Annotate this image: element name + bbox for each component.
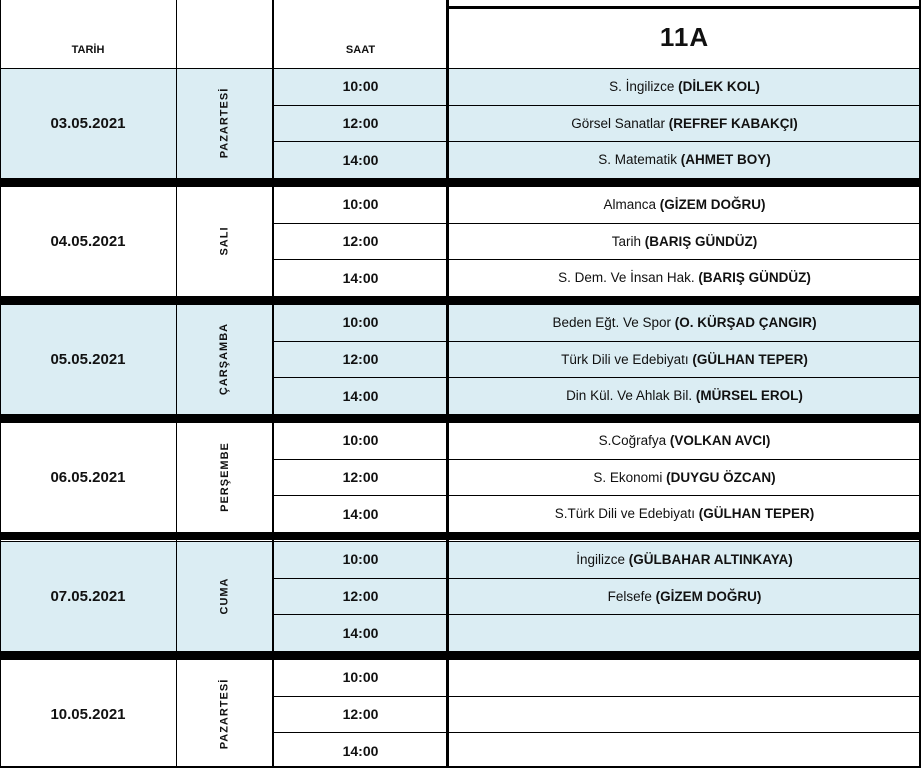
subject-name: Görsel Sanatlar [571,115,666,131]
teacher-open-paren: ( [659,196,665,212]
date-text: 07.05.2021 [50,587,126,605]
row-divider [273,259,921,260]
day-cell [176,304,273,414]
date-cell [0,541,176,651]
row-divider [273,377,921,378]
date-text: 03.05.2021 [50,114,126,132]
group-top-line [0,659,921,660]
row-divider [273,614,921,615]
subject-cell [448,541,921,578]
date-cell [0,186,176,296]
time-text: 10:00 [342,78,379,95]
time-text: 14:00 [342,624,379,641]
subject-cell [448,659,921,696]
row-divider [273,341,921,342]
time-cell [273,459,448,496]
time-cell [273,578,448,615]
header-class-label: 11A [659,21,710,52]
date-cell [0,68,176,178]
time-text: 10:00 [342,669,379,686]
time-cell [273,68,448,105]
vline-time-subject [446,0,449,768]
day-text: CUMA [218,577,231,615]
group-top-line [0,186,921,187]
header-date-label: TARİH [71,44,105,56]
teacher-open-paren: ( [698,270,703,286]
time-cell [273,614,448,651]
date-text: 10.05.2021 [50,705,126,723]
time-text: 14:00 [342,269,379,286]
date-text: 04.05.2021 [50,232,126,250]
teacher-name: DUYGU ÖZCAN [670,469,772,485]
subject-cell [448,186,921,223]
group-top-line [0,304,921,305]
teacher-open-paren: ( [678,78,683,94]
teacher-open-paren: ( [669,432,675,448]
teacher-close-paren: ) [761,196,766,212]
day-cell [176,186,273,296]
teacher-close-paren: ) [752,233,758,249]
time-cell [273,732,448,769]
time-text: 10:00 [342,432,379,449]
subject-name: Din Kül. Ve Ahlak Bil. [566,388,693,404]
day-cell [176,541,273,651]
time-text: 12:00 [342,115,379,132]
subject-cell [448,495,921,532]
time-text: 10:00 [342,314,379,331]
subject-cell [448,377,921,414]
date-text: 05.05.2021 [50,350,126,368]
teacher-name: BARIŞ GÜNDÜZ [649,233,753,249]
teacher-open-paren: ( [695,388,701,404]
time-cell [273,223,448,260]
row-divider [273,141,921,142]
header-date [0,0,176,68]
subject-cell [448,105,921,142]
teacher-open-paren: ( [655,588,661,604]
subject-entry [558,270,811,285]
time-cell [273,341,448,378]
time-cell [273,659,448,696]
time-cell [273,422,448,459]
time-text: 10:00 [342,551,379,568]
row-divider [273,495,921,496]
group-divider [0,178,921,186]
header-time-label: SAAT [345,44,376,56]
teacher-name: MÜRSEL EROL [700,388,799,404]
time-cell [273,186,448,223]
teacher-name: GÜLHAN TEPER [703,506,810,522]
date-text: 06.05.2021 [50,468,126,486]
time-text: 12:00 [342,469,379,486]
teacher-name: DİLEK KOL [682,78,756,94]
subject-entry [593,470,775,485]
row-divider [273,578,921,579]
day-cell [176,659,273,769]
date-cell [0,659,176,769]
teacher-close-paren: ) [771,469,776,485]
time-text: 14:00 [342,742,379,759]
teacher-name: O. KÜRŞAD ÇANGIR [679,314,813,330]
teacher-open-paren: ( [674,314,680,330]
group-divider [0,296,921,304]
subject-name: Türk Dili ve Edebiyatı [561,351,689,367]
date-cell [0,422,176,532]
subject-entry [566,388,803,403]
subject-name: S. İngilizce [609,78,675,94]
time-text: 14:00 [342,387,379,404]
subject-cell [448,732,921,769]
subject-name: Beden Eğt. Ve Spor [552,314,672,330]
teacher-name: GİZEM DOĞRU [664,196,762,212]
date-cell [0,304,176,414]
time-text: 10:00 [342,196,379,213]
subject-entry [608,589,762,604]
time-text: 12:00 [342,351,379,368]
subject-entry [599,433,771,448]
subject-entry [561,352,808,367]
day-text: PERŞEMBE [218,442,231,512]
group-divider [0,414,921,422]
teacher-name: REFREF KABAKÇI [673,115,794,131]
subject-entry [603,197,765,212]
group-top-line [0,422,921,423]
subject-entry [598,152,771,167]
subject-entry [552,315,816,330]
teacher-name: BARIŞ GÜNDÜZ [702,270,807,286]
teacher-close-paren: ) [755,78,760,94]
subject-name: S.Coğrafya [598,432,667,448]
subject-cell [448,223,921,260]
subject-cell [448,141,921,178]
teacher-close-paren: ) [798,388,803,404]
header-day [176,0,273,68]
time-text: 12:00 [342,588,379,605]
teacher-close-paren: ) [806,270,811,286]
teacher-open-paren: ( [692,351,697,367]
time-cell [273,541,448,578]
subject-entry [612,234,758,249]
subject-entry [576,552,793,567]
subject-cell [448,578,921,615]
teacher-name: AHMET BOY [685,152,767,168]
time-text: 12:00 [342,706,379,723]
subject-name: S. Ekonomi [593,469,663,485]
teacher-close-paren: ) [766,152,771,168]
subject-cell [448,614,921,651]
row-divider [273,459,921,460]
teacher-close-paren: ) [812,314,817,330]
teacher-close-paren: ) [788,551,793,567]
time-text: 14:00 [342,151,379,168]
subject-name: S.Türk Dili ve Edebiyatı [554,506,696,522]
header-class [448,6,921,68]
time-cell [273,105,448,142]
day-text: ÇARŞAMBA [218,322,231,396]
day-text: PAZARTESİ [218,87,231,159]
subject-name: S. Dem. Ve İnsan Hak. [558,270,695,286]
time-cell [273,377,448,414]
time-text: 14:00 [342,505,379,522]
row-divider [273,223,921,224]
teacher-name: GÜLHAN TEPER [696,351,804,367]
day-cell [176,422,273,532]
time-text: 12:00 [342,233,379,250]
teacher-close-paren: ) [803,351,808,367]
subject-cell [448,459,921,496]
row-divider [273,696,921,697]
subject-cell [448,422,921,459]
teacher-name: VOLKAN AVCI [674,432,766,448]
subject-entry [609,79,760,94]
subject-name: Tarih [611,233,641,249]
subject-cell [448,304,921,341]
group-top-line [0,68,921,69]
teacher-close-paren: ) [756,588,762,604]
subject-cell [448,696,921,733]
day-text: PAZARTESİ [218,678,231,750]
subject-name: S. Matematik [598,152,677,168]
header-time [273,0,448,68]
teacher-open-paren: ( [644,233,650,249]
subject-cell [448,341,921,378]
subject-name: İngilizce [576,551,625,567]
time-cell [273,141,448,178]
time-cell [273,696,448,733]
teacher-close-paren: ) [765,432,771,448]
subject-name: Almanca [603,196,656,212]
group-divider [0,651,921,659]
teacher-close-paren: ) [793,115,798,131]
teacher-close-paren: ) [809,506,815,522]
vline-date-day [176,0,177,768]
group-divider [0,532,921,540]
teacher-name: GÜLBAHAR ALTINKAYA [633,551,789,567]
row-divider [273,732,921,733]
row-divider [273,105,921,106]
vline-left [0,0,1,768]
teacher-open-paren: ( [628,551,634,567]
teacher-open-paren: ( [666,469,671,485]
subject-entry [571,116,798,131]
time-cell [273,259,448,296]
group-top-line [0,541,921,542]
subject-cell [448,259,921,296]
time-cell [273,304,448,341]
subject-name: Felsefe [607,588,652,604]
subject-cell [448,68,921,105]
header-class-top-border [446,6,921,9]
teacher-open-paren: ( [680,152,686,168]
teacher-open-paren: ( [668,115,674,131]
teacher-open-paren: ( [698,506,704,522]
time-cell [273,495,448,532]
day-text: SALI [218,226,231,256]
day-cell [176,68,273,178]
subject-entry [555,506,815,521]
teacher-name: GİZEM DOĞRU [660,588,757,604]
vline-day-time [272,0,274,768]
